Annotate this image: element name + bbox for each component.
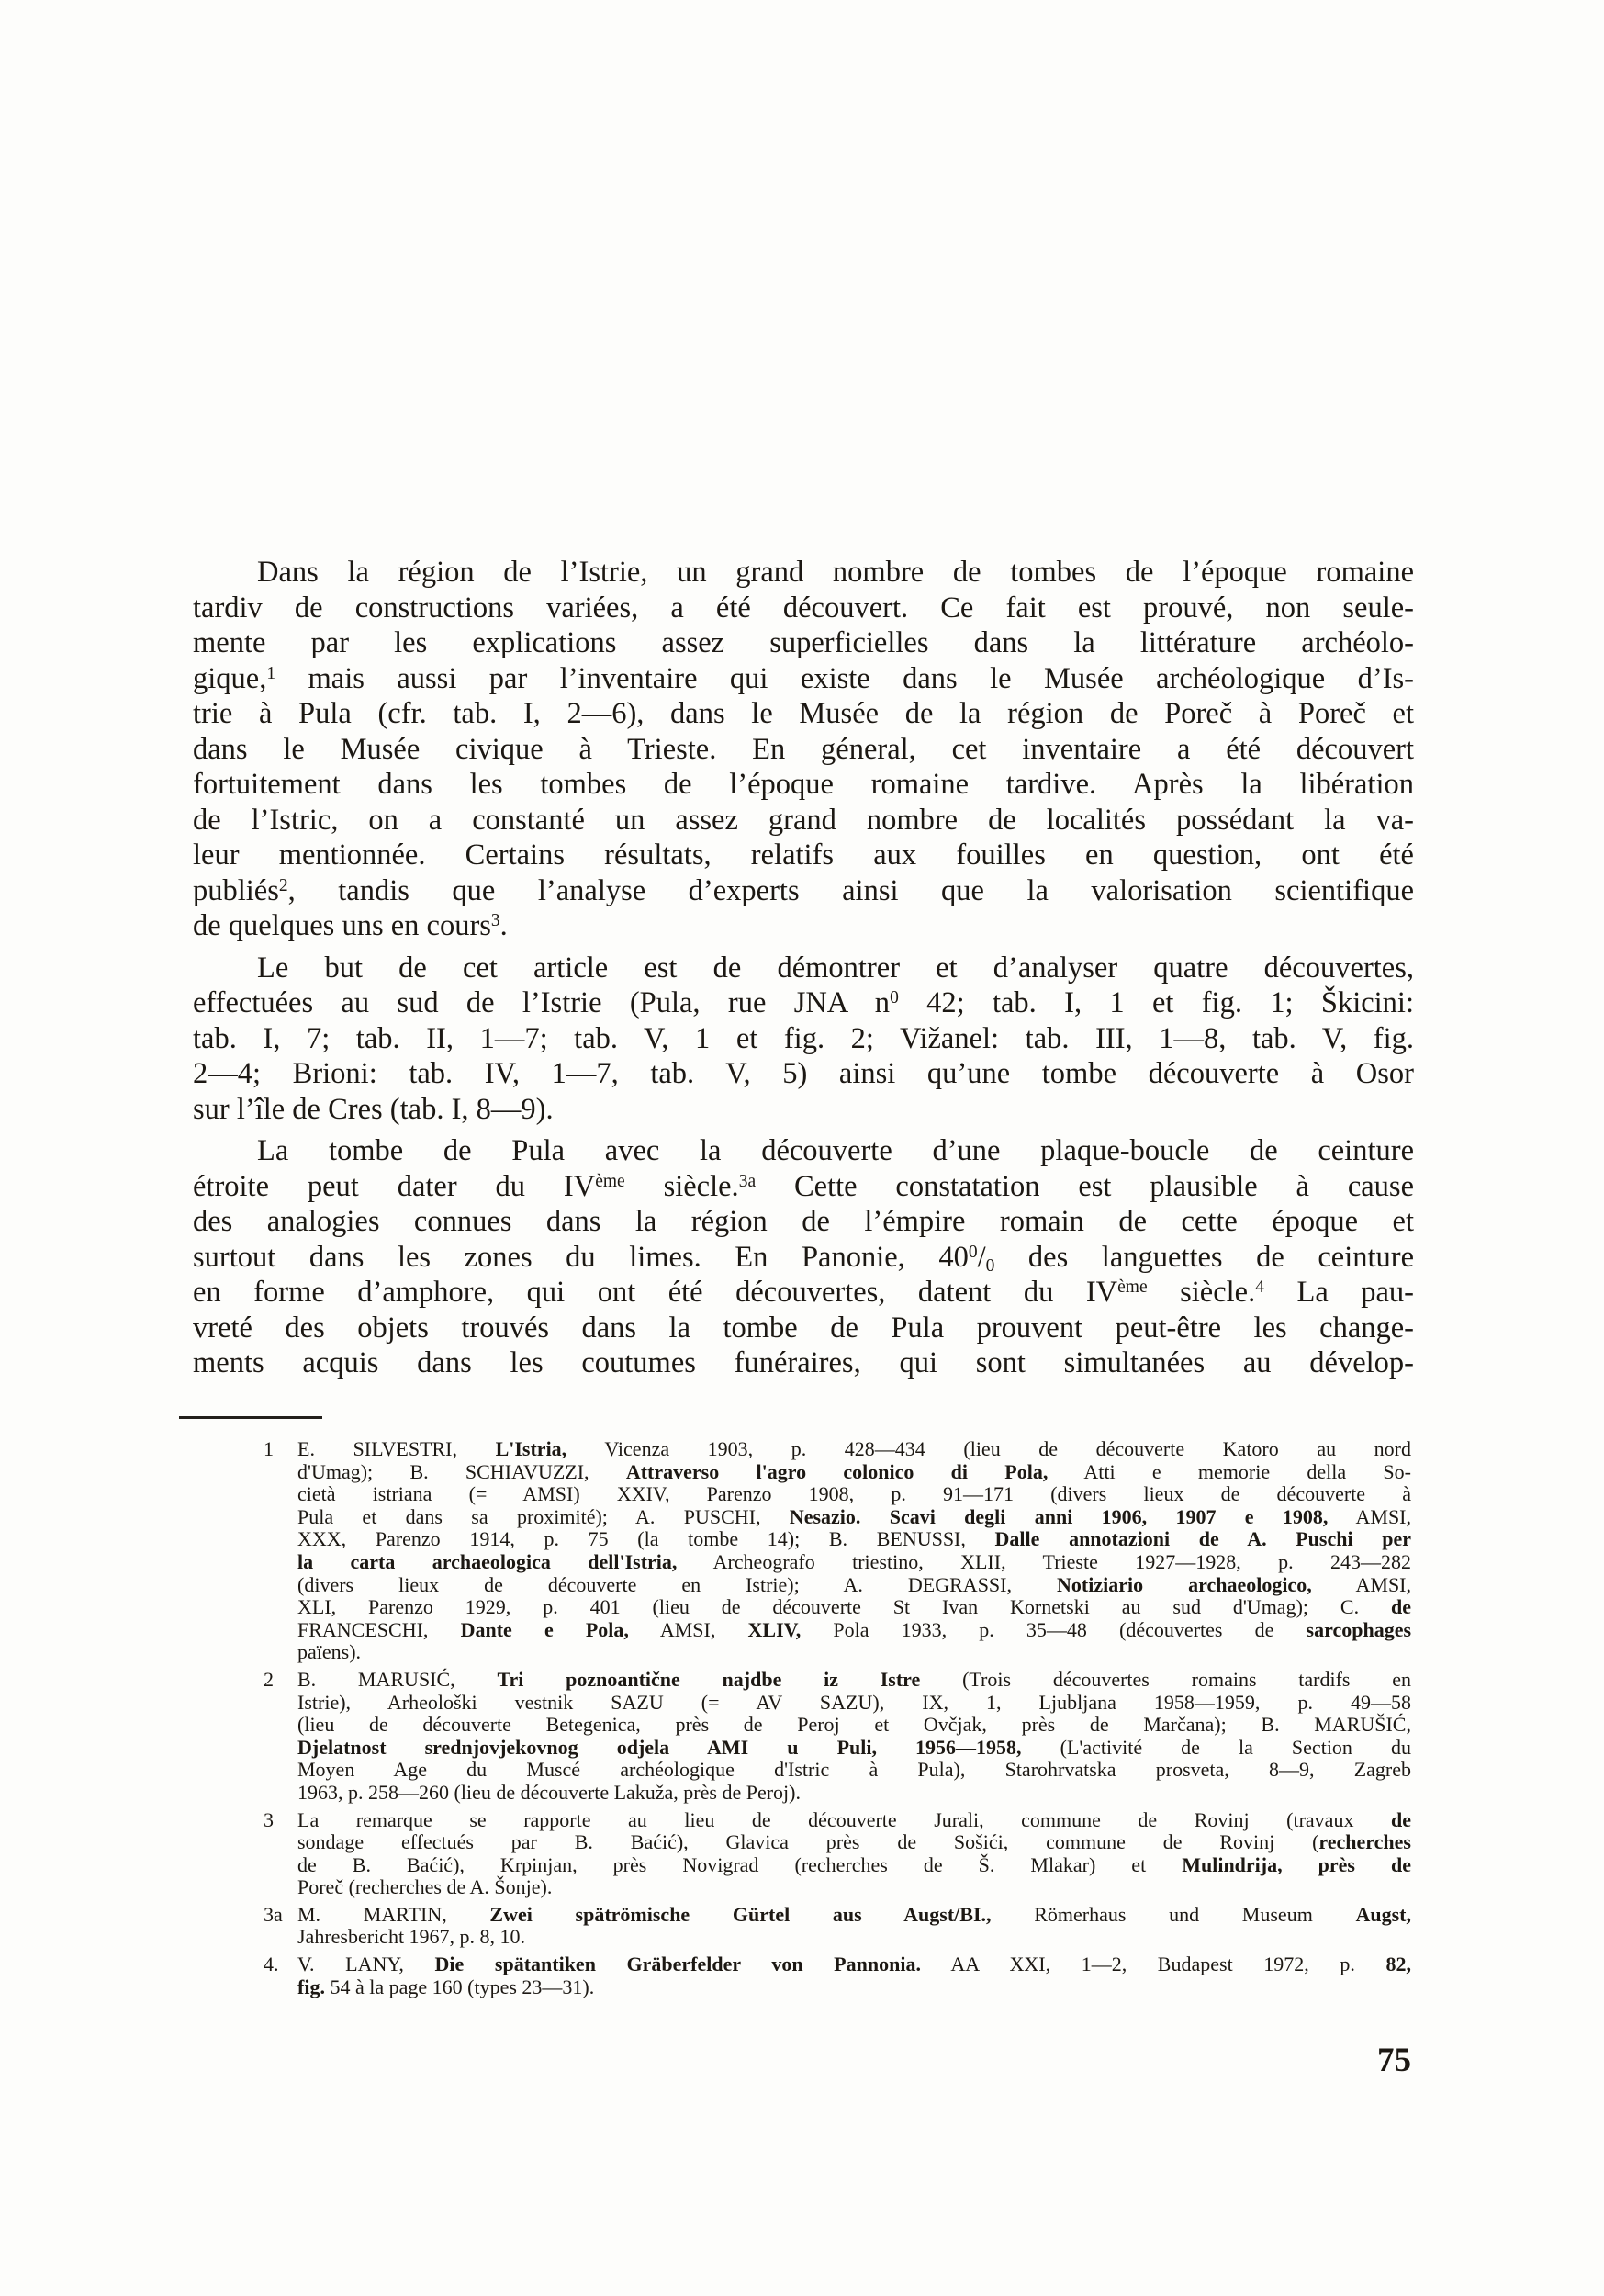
text-run: 1963, p. 258—260 (lieu de découverte Lakuža, près de Peroj). bbox=[297, 1780, 801, 1804]
text-run: d'Umag); B. SCHIAVUZZI, bbox=[297, 1459, 626, 1483]
body-line bbox=[193, 1021, 1414, 1057]
fn-line bbox=[297, 1574, 1411, 1597]
text-run: surtout dans les zones du limes. En Panonie, 40 bbox=[193, 1240, 969, 1274]
text-run: (lieu de découverte Betegenica, près de Peroj et Ovčjak, près de Marčana); B. MARUŠIĆ, bbox=[297, 1713, 1411, 1737]
text-run: tab. I, 7; tab. II, 1—7; tab. V, 1 et fig. 2; Vižanel: tab. III, 1—8, tab. V, fig. bbox=[193, 1021, 1414, 1055]
text-run: Atti e memorie della So- bbox=[1048, 1459, 1411, 1483]
fn-line bbox=[297, 1953, 1411, 1976]
text-run: de l’Istric, on a constanté un assez grand nombre de localités possédant la va- bbox=[193, 803, 1414, 837]
text-run: , tandis que l’analyse d’experts ainsi que la valorisation scientifique bbox=[287, 873, 1414, 907]
text-run: mente par les explications assez superficielles dans la littérature archéolo- bbox=[193, 626, 1414, 659]
text-run: mais aussi par l’inventaire qui existe dans le Musée archéologique d’Is- bbox=[275, 661, 1414, 695]
text-run: païens). bbox=[297, 1640, 362, 1664]
text-run: Römerhaus und Museum bbox=[991, 1902, 1356, 1926]
text-run: Jahresbericht 1967, p. 8, 10. bbox=[297, 1925, 526, 1949]
footnote-reference: 2 bbox=[278, 875, 288, 895]
text-run: AA XXI, 1—2, Budapest 1972, p. bbox=[920, 1953, 1386, 1976]
text-run: de bbox=[1391, 1595, 1411, 1619]
text-run: de B. Baćić), Krpinjan, près Novigrad (recherches de Š. Mlakar) et bbox=[297, 1852, 1183, 1876]
body-line bbox=[193, 1275, 1414, 1311]
text-run: de quelques uns en cours bbox=[193, 909, 491, 942]
text-run: 42; tab. I, 1 et fig. 1; Škicini: bbox=[898, 986, 1414, 1019]
fn-line bbox=[297, 1641, 1411, 1664]
body-line bbox=[193, 1345, 1414, 1381]
footnote-number: 4. bbox=[264, 1953, 279, 1976]
footnote-reference: 3a bbox=[738, 1171, 757, 1191]
text-run: tardiv de constructions variées, a été découvert. Ce fait est prouvé, non seule- bbox=[193, 591, 1414, 625]
fn-line bbox=[297, 1714, 1411, 1737]
body-line bbox=[193, 625, 1414, 661]
body-line bbox=[193, 803, 1414, 838]
text-run: Le but de cet article est de démontrer et d’analyser quatre découvertes, bbox=[257, 951, 1414, 985]
text-run: Moyen Age du Muscé archéologique d'Istric à Pula), Starohrvatska prosveta, 8—9, Zagreb bbox=[297, 1758, 1411, 1782]
footnote-number: 1 bbox=[264, 1437, 274, 1460]
body-line bbox=[193, 908, 1414, 944]
body-line bbox=[193, 1169, 1414, 1205]
body-paragraph bbox=[193, 951, 1414, 1128]
fn-line bbox=[297, 1551, 1411, 1574]
text-run: Archeografo triestino, XLII, Trieste 1927—1928, p. 243—282 bbox=[677, 1549, 1411, 1573]
text-run: gique, bbox=[193, 661, 267, 695]
text-run: fig. bbox=[297, 1975, 325, 1998]
fn-line bbox=[297, 1528, 1411, 1551]
body-line bbox=[193, 1240, 1414, 1276]
article-body bbox=[193, 555, 1414, 1388]
fn-line bbox=[297, 1876, 1411, 1899]
text-run: vreté des objets trouvés dans la tombe de Pula prouvent peut-être les change- bbox=[193, 1311, 1414, 1345]
text-run: Attraverso l'agro colonico di Pola, bbox=[625, 1459, 1049, 1483]
text-run: Dalle annotazioni de A. Puschi per bbox=[994, 1527, 1411, 1551]
text-run: siècle. bbox=[624, 1169, 739, 1203]
text-run: Die spätantiken Gräberfelder von Pannonia. bbox=[434, 1953, 921, 1976]
footnote-reference: ème bbox=[1117, 1277, 1148, 1298]
text-run: L'Istria, bbox=[495, 1437, 567, 1460]
fn-line bbox=[297, 1596, 1411, 1619]
fn-line bbox=[297, 1926, 1411, 1949]
text-run: M. MARTIN, bbox=[297, 1902, 490, 1926]
footnote-reference: 4 bbox=[1255, 1277, 1264, 1298]
text-run: Vicenza 1903, p. 428—434 (lieu de découverte Katoro au nord bbox=[566, 1437, 1411, 1460]
text-run: leur mentionnée. Certains résultats, relatifs aux fouilles en question, ont été bbox=[193, 838, 1414, 872]
fn-line bbox=[297, 1759, 1411, 1782]
text-run: (divers lieux de découverte en Istrie); A. DEGRASSI, bbox=[297, 1572, 1057, 1596]
body-line bbox=[193, 591, 1414, 626]
text-run: E. SILVESTRI, bbox=[297, 1437, 496, 1460]
body-line bbox=[193, 555, 1414, 591]
footnote-reference: 1 bbox=[266, 663, 276, 683]
body-line bbox=[193, 767, 1414, 803]
text-run: 2—4; Brioni: tab. IV, 1—7, tab. V, 5) ainsi qu’une tombe découverte à Osor bbox=[193, 1057, 1414, 1090]
body-paragraph bbox=[193, 555, 1414, 944]
footnote-reference: 0 bbox=[985, 1255, 995, 1276]
text-run: La tombe de Pula avec la découverte d’une plaque-boucle de ceinture bbox=[257, 1134, 1414, 1167]
fn-line bbox=[297, 1692, 1411, 1715]
fn-line bbox=[297, 1854, 1411, 1877]
text-run: siècle. bbox=[1147, 1276, 1256, 1309]
text-run: de bbox=[1391, 1807, 1411, 1831]
text-run: AMSI, bbox=[628, 1617, 748, 1641]
text-run: 54 à la page 160 (types 23—31). bbox=[324, 1975, 595, 1998]
text-run: dans le Musée civique à Trieste. En géneral, cet inventaire a été découvert bbox=[193, 732, 1414, 766]
body-line bbox=[193, 732, 1414, 768]
text-run: Cette constatation est plausible à cause bbox=[756, 1169, 1414, 1203]
text-run: Tri poznoantične najdbe iz Istre bbox=[497, 1667, 921, 1691]
text-run: recherches bbox=[1318, 1830, 1411, 1854]
text-run: Dante e Pola, bbox=[460, 1617, 629, 1641]
text-run: sarcophages bbox=[1306, 1617, 1412, 1641]
text-run: XLIV, bbox=[747, 1617, 802, 1641]
footnote-separator-rule bbox=[179, 1416, 322, 1419]
text-run: / bbox=[977, 1240, 986, 1274]
fn-line bbox=[297, 1461, 1411, 1484]
page-number: 75 bbox=[1377, 2042, 1411, 2079]
text-run: cietà istriana (= AMSI) XXIV, Parenzo 1908, p. 91—171 (divers lieux de découverte à bbox=[297, 1482, 1411, 1506]
fn-line bbox=[297, 1669, 1411, 1692]
body-line bbox=[193, 1204, 1414, 1240]
fn-line bbox=[297, 1506, 1411, 1529]
text-run: Nesazio. Scavi degli anni 1906, 1907 e 1908, bbox=[789, 1504, 1329, 1528]
text-run: FRANCESCHI, bbox=[297, 1617, 461, 1641]
fn-line bbox=[297, 1782, 1411, 1805]
text-run: fortuitement dans les tombes de l’époque romaine tardive. Après la libération bbox=[193, 768, 1414, 801]
body-line bbox=[193, 1092, 1414, 1128]
text-run: Poreč (recherches de A. Šonje). bbox=[297, 1875, 553, 1899]
text-run: Dans la région de l’Istrie, un grand nombre de tombes de l’époque romaine bbox=[257, 556, 1414, 589]
text-run: Augst, bbox=[1355, 1902, 1412, 1926]
text-run: (L'activité de la Section du bbox=[1021, 1735, 1411, 1759]
body-line bbox=[193, 873, 1414, 909]
footnote-item bbox=[264, 1809, 1411, 1899]
text-run: Mulindrija, près de bbox=[1182, 1852, 1412, 1876]
body-line bbox=[193, 838, 1414, 873]
body-line bbox=[193, 1133, 1414, 1169]
text-run: Zwei spätrömische Gürtel aus Augst/BI., bbox=[489, 1902, 992, 1926]
text-run: Pola 1933, p. 35—48 (découvertes de bbox=[801, 1617, 1307, 1641]
text-run: (Trois découvertes romains tardifs en bbox=[920, 1667, 1411, 1691]
body-line bbox=[193, 1056, 1414, 1092]
text-run: la carta archaeologica dell'Istria, bbox=[297, 1549, 678, 1573]
body-line bbox=[193, 951, 1414, 986]
text-run: publiés bbox=[193, 873, 279, 907]
footnote-item bbox=[264, 1953, 1411, 1998]
footnote-reference: 0 bbox=[968, 1242, 978, 1262]
body-line bbox=[193, 1311, 1414, 1346]
text-run: Pula et dans sa proximité); A. PUSCHI, bbox=[297, 1504, 790, 1528]
fn-line bbox=[297, 1737, 1411, 1760]
fn-line bbox=[297, 1809, 1411, 1832]
footnotes-section bbox=[264, 1438, 1411, 2003]
text-run: sondage effectués par B. Baćić), Glavica près de Sošići, commune de Rovinj ( bbox=[297, 1830, 1319, 1854]
text-run: 82, bbox=[1385, 1953, 1411, 1976]
footnote-item bbox=[264, 1438, 1411, 1664]
text-run: . bbox=[499, 909, 508, 942]
fn-line bbox=[297, 1831, 1411, 1854]
body-line bbox=[193, 696, 1414, 732]
fn-line bbox=[297, 1483, 1411, 1506]
footnote-reference: 0 bbox=[890, 988, 899, 1008]
body-paragraph bbox=[193, 1133, 1414, 1381]
text-run: Notiziario archaeologico, bbox=[1057, 1572, 1312, 1596]
body-line bbox=[193, 661, 1414, 697]
text-run: La remarque se rapporte au lieu de découverte Jurali, commune de Rovinj (travaux bbox=[297, 1807, 1391, 1831]
fn-line bbox=[297, 1976, 1411, 1999]
footnote-item bbox=[264, 1904, 1411, 1949]
text-run: étroite peut dater du IV bbox=[193, 1169, 596, 1203]
text-run: ments acquis dans les coutumes funéraires, qui sont simultanées au dévelop- bbox=[193, 1346, 1414, 1379]
text-run: Djelatnost srednjovjekovnog odjela AMI u Puli, 1956—1958, bbox=[297, 1735, 1022, 1759]
text-run: V. LANY, bbox=[297, 1953, 435, 1976]
footnote-number: 2 bbox=[264, 1667, 274, 1691]
fn-line bbox=[297, 1904, 1411, 1927]
footnote-reference: ème bbox=[595, 1171, 625, 1191]
text-run: XXX, Parenzo 1914, p. 75 (la tombe 14); B. BENUSSI, bbox=[297, 1527, 995, 1551]
text-run: en forme d’amphore, qui ont été découvertes, datent du IV bbox=[193, 1276, 1118, 1309]
text-run: XLI, Parenzo 1929, p. 401 (lieu de découverte St Ivan Kornetski au sud d'Umag); C. bbox=[297, 1595, 1391, 1619]
text-run: des languettes de ceinture bbox=[994, 1240, 1414, 1274]
footnote-reference: 3 bbox=[490, 911, 500, 931]
text-run: des analogies connues dans la région de l’émpire romain de cette époque et bbox=[193, 1205, 1414, 1238]
body-line bbox=[193, 985, 1414, 1021]
footnote-number: 3 bbox=[264, 1807, 274, 1831]
footnote-number: 3a bbox=[264, 1902, 283, 1926]
text-run: AMSI, bbox=[1311, 1572, 1411, 1596]
text-run: effectuées au sud de l’Istrie (Pula, rue JNA n bbox=[193, 986, 891, 1019]
text-run: AMSI, bbox=[1328, 1504, 1412, 1528]
fn-line bbox=[297, 1619, 1411, 1642]
text-run: La pau- bbox=[1263, 1276, 1414, 1309]
text-run: sur l’île de Cres (tab. I, 8—9). bbox=[193, 1092, 554, 1126]
text-run: B. MARUSIĆ, bbox=[297, 1667, 498, 1691]
text-run: trie à Pula (cfr. tab. I, 2—6), dans le Musée de la région de Poreč à Poreč et bbox=[193, 697, 1414, 730]
footnote-item bbox=[264, 1669, 1411, 1805]
fn-line bbox=[297, 1438, 1411, 1461]
text-run: Istrie), Arheološki vestnik SAZU (= AV SAZU), IX, 1, Ljubljana 1958—1959, p. 49—58 bbox=[297, 1690, 1411, 1714]
